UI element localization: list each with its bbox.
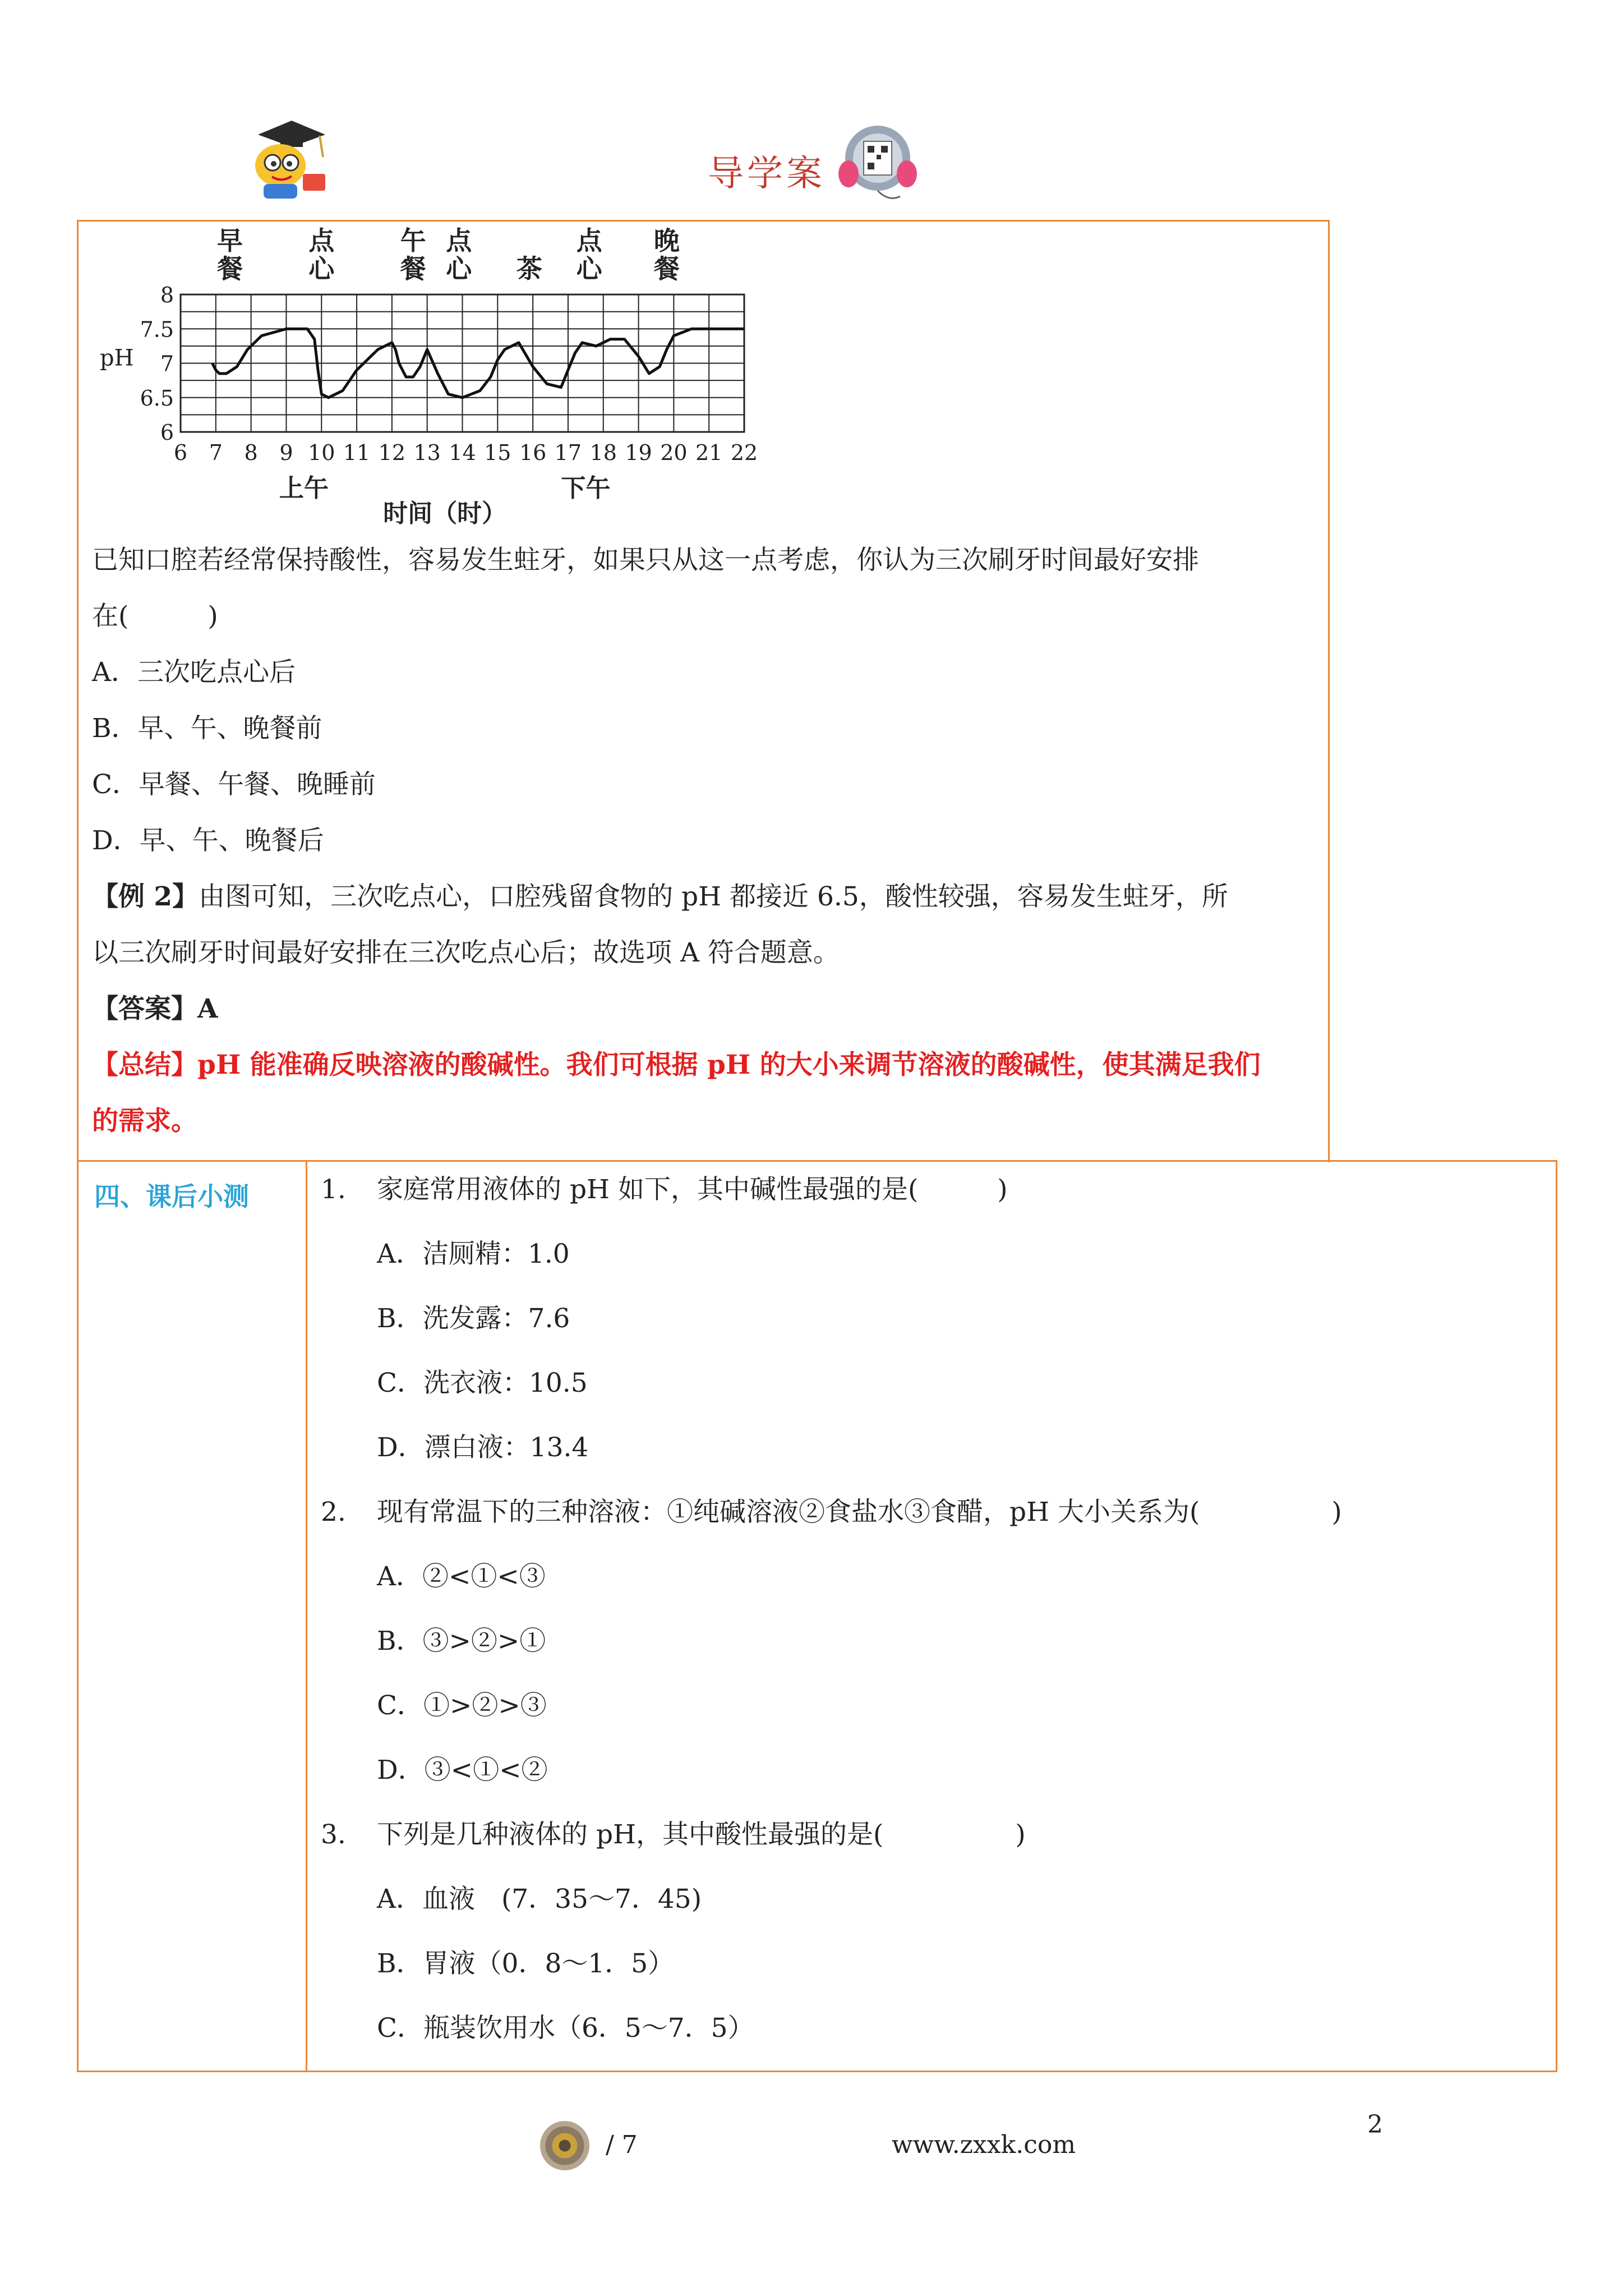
meal-label: 晚	[653, 226, 680, 256]
example-text: 由图可知，三次吃点心，口腔残留食物的 pH 都接近 6.5，酸性较强，容易发生蛀牙，所	[199, 881, 1228, 912]
answer-line	[92, 993, 218, 1024]
meal-label: 心	[446, 254, 472, 284]
page-count: / 7	[606, 2131, 638, 2159]
y-tick-label: 6	[160, 420, 174, 445]
option-c: C．早餐、午餐、晚睡前	[92, 769, 376, 800]
quiz-q3-option-a: A．血液 (7．35～7．45)	[377, 1884, 702, 1915]
x-tick-label: 21	[695, 440, 723, 465]
quiz-q3-number: 3.	[321, 1819, 346, 1850]
x-tick-label: 17	[554, 440, 582, 465]
x-tick-label: 22	[730, 440, 758, 465]
option-a: A．三次吃点心后	[92, 657, 296, 688]
quiz-q1-option-b: B．洗发露：7.6	[377, 1303, 570, 1334]
x-tick-label: 10	[308, 440, 335, 465]
headphones-logo-icon	[833, 118, 923, 208]
meal-label: 餐	[400, 254, 426, 284]
x-axis-label: 时间（时）	[383, 499, 507, 524]
quiz-q3-stem: 下列是几种液体的 pH，其中酸性最强的是( )	[377, 1819, 1026, 1850]
x-tick-label: 18	[589, 440, 617, 465]
meal-label: 餐	[653, 254, 680, 284]
quiz-q2-option-a: A．②<①<③	[377, 1561, 546, 1592]
summary-line2: 的需求。	[92, 1106, 197, 1137]
example-line2: 以三次刷牙时间最好安排在三次吃点心后；故选项 A 符合题意。	[92, 937, 840, 968]
question-stem-line1: 已知口腔若经常保持酸性，容易发生蛀牙，如果只从这一点考虑，你认为三次刷牙时间最好安排	[92, 545, 1199, 576]
answer-label: 【答案】	[92, 993, 197, 1024]
page-number: 2	[1367, 2110, 1383, 2139]
summary-line1	[92, 1052, 1261, 1078]
quiz-q1-option-d: D．漂白液：13.4	[377, 1432, 589, 1463]
header-title: 导学案	[708, 153, 826, 195]
summary-bracket-open: 【	[92, 1050, 118, 1080]
disc-badge-icon	[540, 2121, 589, 2170]
quiz-q1-number: 1.	[321, 1174, 346, 1205]
meal-label: 餐	[216, 254, 243, 284]
ph-chart	[90, 222, 763, 524]
quiz-q1-stem: 家庭常用液体的 pH 如下，其中碱性最强的是( )	[377, 1174, 1008, 1205]
meal-label: 点	[308, 226, 335, 256]
x-tick-label: 8	[244, 440, 258, 465]
x-tick-label: 16	[519, 440, 547, 465]
option-b: B．早、午、晚餐前	[92, 713, 322, 744]
meal-label: 早	[216, 226, 243, 256]
x-tick-label: 20	[660, 440, 688, 465]
meal-label: 心	[576, 254, 602, 284]
quiz-q2-option-d: D．③<①<②	[377, 1755, 548, 1786]
period-label-am: 上午	[279, 474, 329, 503]
quiz-q3-option-c: C．瓶装饮用水（6．5～7．5）	[377, 2013, 754, 2044]
x-tick-label: 13	[413, 440, 441, 465]
y-tick-label: 8	[160, 283, 174, 307]
question-stem-line2: 在( )	[92, 601, 218, 632]
meal-label: 茶	[516, 254, 542, 284]
quiz-q2-number: 2.	[321, 1497, 346, 1527]
answer-value: A	[197, 993, 218, 1024]
x-tick-label: 7	[209, 440, 223, 465]
summary-bracket-close: 】	[171, 1050, 197, 1080]
ph-chart-svg	[90, 222, 763, 524]
y-tick-label: 7.5	[140, 317, 174, 342]
period-label-pm: 下午	[561, 474, 611, 503]
quiz-q2-stem: 现有常温下的三种溶液：①纯碱溶液②食盐水③食醋，pH 大小关系为( )	[377, 1497, 1342, 1527]
quiz-q1-option-a: A．洁厕精：1.0	[377, 1239, 570, 1269]
summary-label: 总结	[118, 1050, 171, 1080]
quiz-q1-option-c: C．洗衣液：10.5	[377, 1368, 588, 1398]
quiz-q2-option-b: B．③>②>①	[377, 1626, 546, 1657]
summary-text: pH 能准确反映溶液的酸碱性。我们可根据 pH 的大小来调节溶液的酸碱性，使其满足我们	[197, 1050, 1261, 1080]
quiz-table-divider	[306, 1160, 307, 2072]
meal-label: 点	[576, 226, 602, 256]
section-label: 四、课后小测	[94, 1181, 249, 1212]
y-axis-label: pH	[100, 345, 134, 371]
x-tick-label: 6	[173, 440, 188, 465]
x-tick-label: 9	[279, 440, 293, 465]
meal-label: 心	[308, 254, 335, 284]
x-tick-label: 14	[449, 440, 476, 465]
y-tick-label: 7	[160, 351, 174, 376]
example-label: 【例 2】	[92, 881, 199, 912]
mascot-icon	[241, 118, 336, 202]
site-link[interactable]: www.zxxk.com	[892, 2131, 1076, 2159]
x-tick-label: 19	[625, 440, 652, 465]
example-line1	[92, 881, 1228, 912]
meal-label: 午	[400, 226, 426, 256]
quiz-q2-option-c: C．①>②>③	[377, 1690, 547, 1721]
x-tick-label: 12	[378, 440, 406, 465]
y-tick-label: 6.5	[140, 385, 174, 411]
x-tick-label: 15	[484, 440, 511, 465]
quiz-q3-option-b: B．胃液（0．8～1．5）	[377, 1948, 675, 1979]
option-d: D．早、午、晚餐后	[92, 825, 324, 856]
quiz-table	[77, 1160, 1557, 2072]
x-tick-label: 11	[343, 440, 371, 465]
meal-label: 点	[446, 226, 472, 256]
